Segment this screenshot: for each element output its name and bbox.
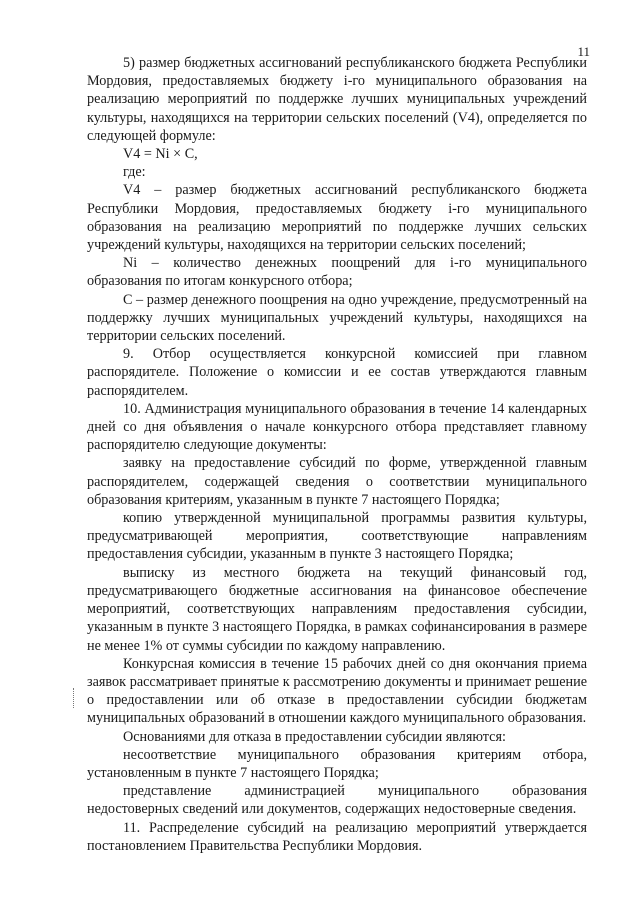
paragraph: выписку из местного бюджета на текущий финансовый год, предусматривающего бюджетные ассигнования на финансовое обеспечение мероприятий, соответствующих направлениям предоставления субсидии, указанным в пункте 3 настоящего Порядка, в рамках софинансирования в размере не менее 1% от суммы субсидии по каждому направлению. — [87, 564, 587, 654]
paragraph: 11. Распределение субсидий на реализацию мероприятий утверждается постановлением Правительства Республики Мордовия. — [87, 819, 587, 854]
page-number: 11 — [577, 44, 590, 59]
paragraph: Основаниями для отказа в предоставлении субсидии являются: — [123, 728, 506, 745]
paragraph: представление администрацией муниципального образования недостоверных сведений или документов, содержащих недостоверные сведения. — [87, 783, 587, 818]
paragraph: Конкурсная комиссия в течение 15 рабочих дней со дня окончания приема заявок рассматривает принятые к рассмотрению документы и принимает решение о предоставлении или об отказе в предоставлении субсидии бюджетам муниципальных образований в отношении каждого муниципального образования. — [87, 655, 587, 727]
document-body — [87, 54, 587, 855]
formula: V4 = Ni × C, — [123, 146, 198, 163]
paragraph: копию утвержденной муниципальной программы развития культуры, предусматривающей мероприятия, соответствующие направлениям предоставления субсидии, указанным в пункте 3 настоящего Порядка; — [87, 510, 587, 563]
paragraph: C – размер денежного поощрения на одно учреждение, предусмотренный на поддержку лучших муниципальных учреждений культуры, находящихся на территории сельских поселений. — [87, 291, 587, 345]
paragraph: 9. Отбор осуществляется конкурсной комиссией при главном распорядителе. Положение о комиссии и ее состав утверждаются главным распорядителем. — [87, 346, 587, 399]
paragraph: несоответствие муниципального образования критериям отбора, установленным в пункте 7 настоящего Порядка; — [87, 746, 587, 781]
paragraph: где: — [123, 164, 146, 181]
paragraph: V4 – размер бюджетных ассигнований республиканского бюджета Республики Мордовия, предоставляемых бюджету i-го муниципального образования на реализацию мероприятий по поддержке лучших сельских учреждений культуры, находящихся на территории сельских поселений; — [87, 182, 587, 254]
paragraph: Ni – количество денежных поощрений для i-го муниципального образования по итогам конкурсного отбора; — [87, 255, 587, 290]
paragraph: 5) размер бюджетных ассигнований республиканского бюджета Республики Мордовия, предоставляемых бюджету i-го муниципального образования на реализацию мероприятий по поддержке лучших муниципальных учреждений культуры, находящихся на территории сельских поселений (V4), определяется по следующей формуле: — [87, 55, 587, 144]
margin-mark — [73, 688, 78, 708]
paragraph: заявку на предоставление субсидий по форме, утвержденной главным распорядителем, содержащей сведения о соответствии муниципального образования критериям, указанным в пункте 7 настоящего Порядка; — [87, 455, 587, 508]
paragraph: 10. Администрация муниципального образования в течение 14 календарных дней со дня объявления о начале конкурсного отбора представляет главному распорядителю следующие документы: — [87, 400, 587, 454]
